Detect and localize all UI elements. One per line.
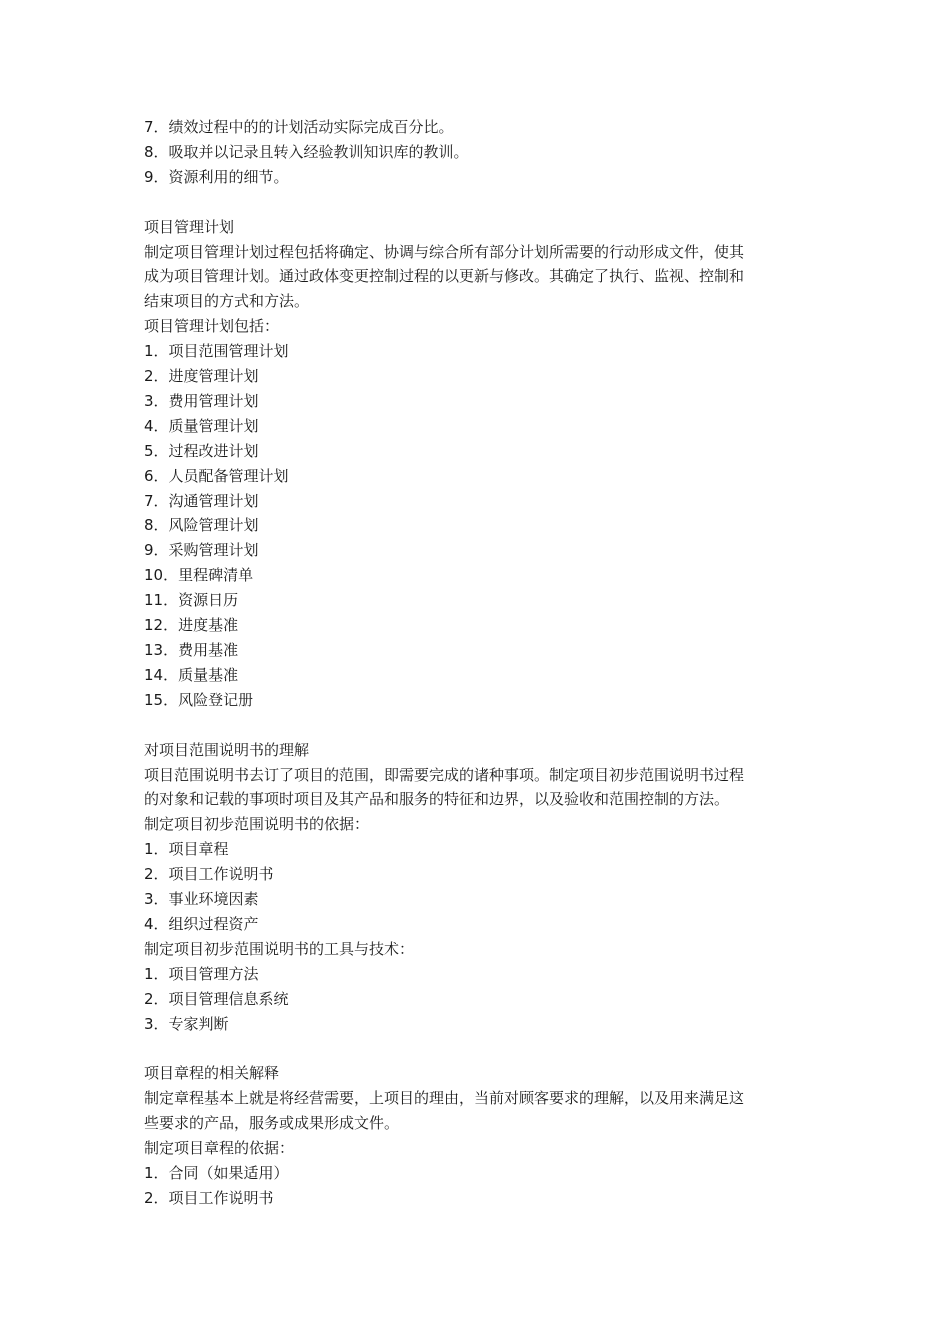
list-item: 4．组织过程资产	[144, 914, 259, 933]
list-item: 3．费用管理计划	[144, 391, 259, 410]
list-item: 13．费用基准	[144, 641, 239, 660]
paragraph-line: 成为项目管理计划。通过政体变更控制过程的以更新与修改。其确定了执行、监视、控制和	[144, 267, 745, 286]
list-item: 9．资源利用的细节。	[144, 167, 289, 186]
list-item: 1．项目管理方法	[144, 964, 259, 983]
list-item: 11．资源日历	[144, 591, 239, 610]
pm-plan-section	[144, 215, 814, 713]
list-item: 5．过程改进计划	[144, 441, 259, 460]
paragraph-line: 些要求的产品，服务或成果形成文件。	[144, 1114, 400, 1133]
list-intro: 制定项目章程的依据：	[144, 1139, 295, 1158]
paragraph-spacer	[144, 713, 814, 738]
list-intro: 制定项目初步范围说明书的工具与技术：	[144, 939, 415, 958]
list-item: 2．项目工作说明书	[144, 865, 274, 884]
list-item: 3．专家判断	[144, 1014, 229, 1033]
list-item: 14．质量基准	[144, 665, 239, 684]
scope-section	[144, 738, 814, 1037]
paragraph-line: 制定章程基本上就是将经营需要，上项目的理由，当前对顾客要求的理解，以及用来满足这	[144, 1089, 745, 1108]
list-item: 9．采购管理计划	[144, 541, 259, 560]
paragraph-line: 制定项目管理计划过程包括将确定、协调与综合所有部分计划所需要的行动形成文件，使其	[144, 242, 745, 261]
paragraph-line: 结束项目的方式和方法。	[144, 292, 310, 311]
paragraph-spacer	[144, 1037, 814, 1062]
paragraph-line: 的对象和记载的事项时项目及其产品和服务的特征和边界，以及验收和范围控制的方法。	[144, 790, 730, 809]
paragraph-spacer	[144, 190, 814, 215]
performance-list	[144, 115, 814, 190]
list-intro: 项目管理计划包括：	[144, 317, 280, 336]
list-item: 2．进度管理计划	[144, 367, 259, 386]
list-item: 15．风险登记册	[144, 690, 254, 709]
section-heading: 项目章程的相关解释	[144, 1064, 280, 1083]
list-item: 10．里程碑清单	[144, 566, 254, 585]
list-item: 1．项目范围管理计划	[144, 342, 289, 361]
section-heading: 对项目范围说明书的理解	[144, 740, 310, 759]
list-item: 6．人员配备管理计划	[144, 466, 289, 485]
list-item: 2．项目工作说明书	[144, 1188, 274, 1207]
list-item: 1．项目章程	[144, 840, 229, 859]
list-item: 8．吸取并以记录且转入经验教训知识库的教训。	[144, 142, 469, 161]
section-heading: 项目管理计划	[144, 217, 235, 236]
list-item: 2．项目管理信息系统	[144, 989, 289, 1008]
list-item: 7．绩效过程中的的计划活动实际完成百分比。	[144, 118, 454, 136]
list-item: 1．合同（如果适用）	[144, 1164, 289, 1183]
charter-section	[144, 1061, 814, 1210]
list-item: 12．进度基准	[144, 616, 239, 635]
list-item: 8．风险管理计划	[144, 516, 259, 535]
paragraph-line: 项目范围说明书去订了项目的范围，即需要完成的诸种事项。制定项目初步范围说明书过程	[144, 765, 745, 784]
list-intro: 制定项目初步范围说明书的依据：	[144, 815, 370, 834]
list-item: 4．质量管理计划	[144, 416, 259, 435]
list-item: 3．事业环境因素	[144, 890, 259, 909]
document-page	[144, 115, 814, 1211]
list-item: 7．沟通管理计划	[144, 491, 259, 510]
